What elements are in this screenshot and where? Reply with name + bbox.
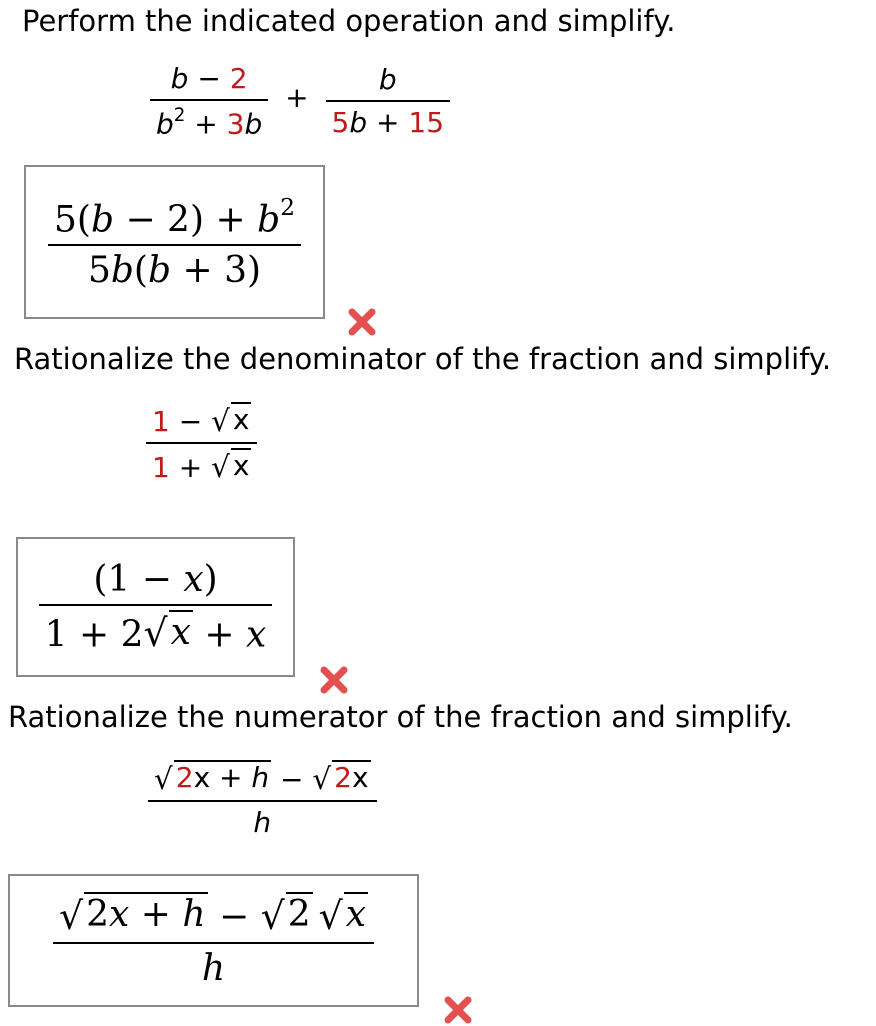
fraction [148, 760, 377, 839]
var-x: x [183, 558, 204, 600]
answer-3-expression [10, 876, 417, 1005]
square-root: √ 2x + h [58, 893, 206, 938]
incorrect-x-icon [346, 306, 378, 338]
radicand: x [345, 894, 367, 936]
answer-text: + [192, 614, 246, 656]
var-x: x [351, 761, 369, 794]
plus-sign: + [169, 450, 212, 484]
answer-fraction [39, 559, 273, 656]
var-h: h [182, 894, 206, 936]
coefficient: 3 [226, 107, 245, 141]
answer-fraction [53, 892, 374, 989]
answer-text: 1 + 2 [44, 614, 144, 656]
radicand: x [232, 448, 250, 482]
minus-sign: − [188, 62, 230, 95]
problem-1-expression [150, 62, 450, 141]
radicand: x [170, 611, 191, 653]
answer-1-expression [26, 167, 323, 317]
square-root: √ 2x + h [154, 761, 270, 796]
fraction-2 [326, 63, 451, 139]
var-h: h [201, 947, 226, 989]
coefficient: 2 [175, 761, 194, 794]
answer-text: − 2) + [114, 199, 258, 241]
square-root: √ 2 [260, 893, 311, 938]
answer-text: 5 [87, 250, 111, 292]
square-root: √ x [211, 403, 250, 438]
constant: 15 [408, 106, 445, 140]
var-b: b [170, 62, 189, 95]
square-root: √ x [143, 611, 191, 656]
square-root: √ 2x [312, 761, 369, 796]
coefficient: 2 [334, 761, 352, 794]
exponent: 2 [173, 105, 186, 126]
radicand [174, 760, 271, 794]
plus-sign: + [185, 107, 227, 141]
problem-3-expression [148, 760, 377, 839]
answer-text: ( [133, 250, 148, 292]
answer-box-3[interactable] [8, 874, 419, 1007]
answer-text: + 3) [171, 250, 262, 292]
var-b: b [349, 106, 368, 140]
problem-2-expression [146, 402, 257, 484]
incorrect-x-icon [318, 664, 350, 696]
exponent: 2 [280, 192, 295, 221]
var-b: b [156, 107, 174, 141]
constant: 1 [152, 450, 170, 484]
var-b: b [110, 250, 134, 292]
var-b: b [257, 199, 281, 241]
plus-sign: + [129, 894, 183, 936]
var-h: h [251, 761, 270, 794]
coefficient: 2 [86, 894, 109, 936]
answer-text: ) [203, 558, 218, 600]
var-b: b [147, 250, 172, 292]
plus-operator: + [285, 80, 309, 114]
plus-sign: + [210, 761, 252, 794]
answer-text: 5( [54, 199, 91, 241]
var-x: x [193, 761, 211, 794]
minus-sign: − [207, 896, 261, 938]
incorrect-x-icon [442, 994, 474, 1026]
radicand [84, 892, 207, 935]
constant: 1 [152, 404, 170, 438]
constant: 2 [229, 62, 248, 95]
answer-box-2[interactable] [16, 537, 295, 677]
problem-2-prompt: Rationalize the denominator of the fraction and simplify. [14, 342, 832, 376]
fraction [146, 402, 257, 484]
var-x: x [108, 894, 130, 936]
fraction-1 [150, 62, 268, 141]
coefficient: 5 [331, 106, 350, 140]
answer-2-expression [18, 539, 293, 675]
answer-fraction [48, 193, 301, 291]
var-x: x [246, 614, 267, 656]
radicand: 2 [287, 894, 311, 936]
plus-sign: + [367, 106, 409, 140]
answer-box-1[interactable] [24, 165, 325, 319]
var-b: b [90, 199, 114, 241]
var-b: b [244, 107, 263, 141]
var-h: h [253, 805, 272, 839]
var-b: b [378, 63, 397, 97]
radicand [332, 760, 370, 794]
square-root: √ x [318, 893, 367, 938]
radicand: x [232, 403, 250, 436]
minus-sign: − [271, 762, 313, 796]
square-root: √ x [211, 448, 250, 484]
answer-text: (1 − [93, 558, 184, 600]
problem-1-prompt: Perform the indicated operation and simplify. [22, 4, 676, 38]
problem-3-prompt: Rationalize the numerator of the fraction and simplify. [8, 700, 793, 734]
minus-sign: − [169, 404, 212, 438]
